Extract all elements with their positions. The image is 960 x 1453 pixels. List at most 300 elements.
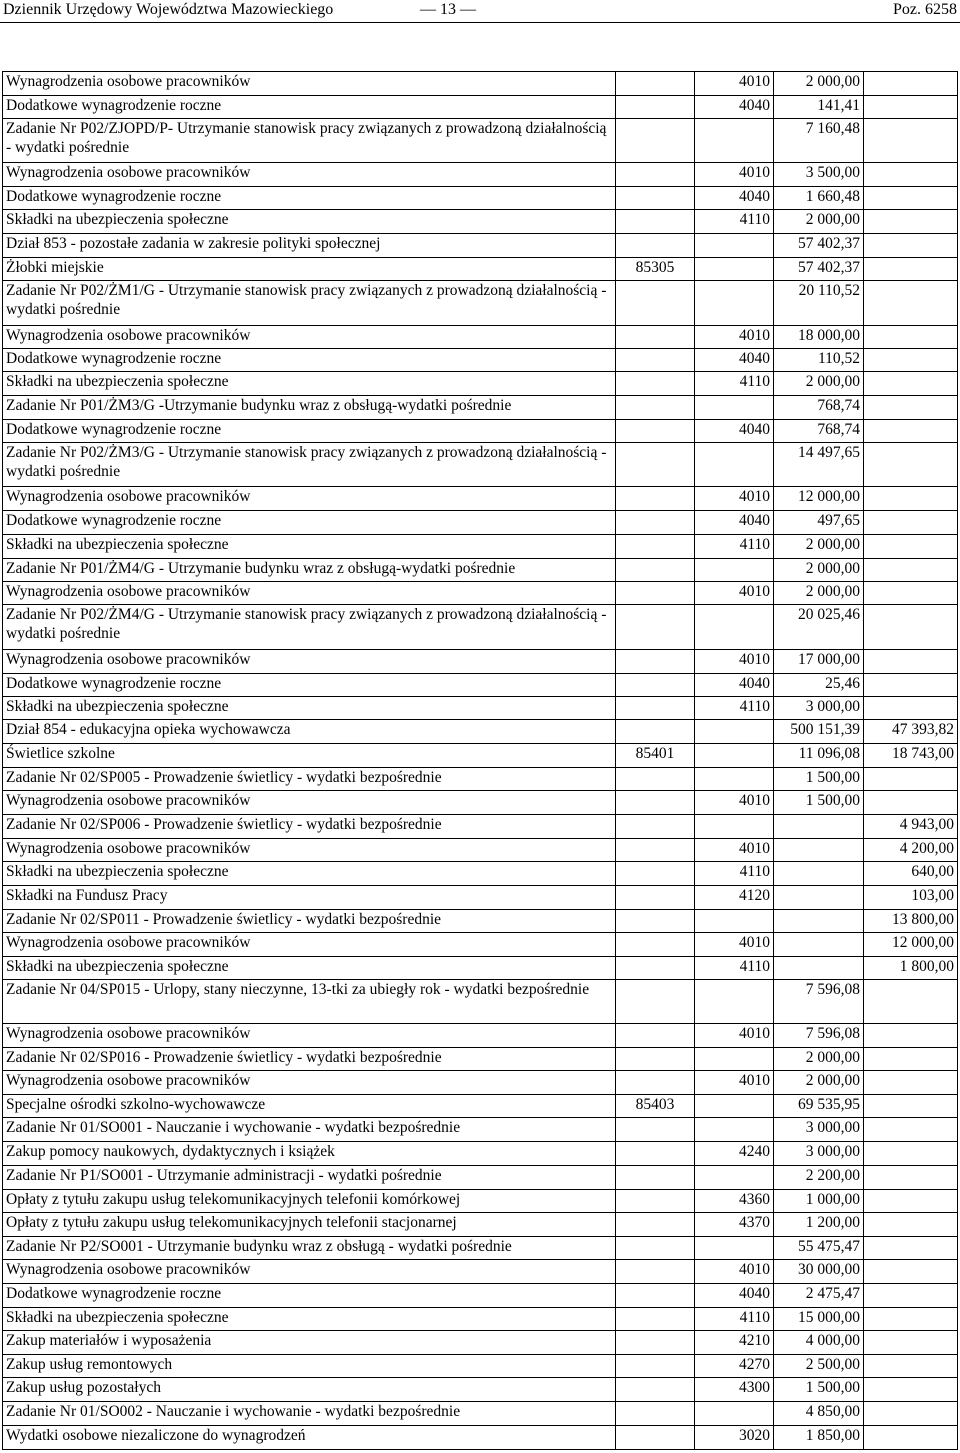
amount-secondary [864,187,958,210]
item-description: Świetlice szkolne [3,744,616,768]
table-row [3,1071,958,1095]
chapter-code: 85401 [616,744,695,768]
table-row [3,791,958,815]
amount-secondary [864,1142,958,1166]
amount-secondary [864,487,958,511]
item-description: Zadanie Nr 01/SO002 - Nauczanie i wychowanie - wydatki bezpośrednie [3,1402,616,1426]
chapter-code [616,862,695,886]
paragraph-code [695,281,774,326]
amount-secondary [864,1237,958,1260]
chapter-code [616,349,695,372]
paragraph-code [695,910,774,933]
chapter-code [616,281,695,326]
chapter-code [616,957,695,980]
chapter-code [616,96,695,119]
table-row [3,697,958,720]
amount-primary: 69 535,95 [774,1095,864,1118]
chapter-code [616,791,695,815]
position-number: Poz. 6258 [893,1,957,18]
item-description: Wynagrodzenia osobowe pracowników [3,791,616,815]
chapter-code [616,396,695,420]
table-row [3,487,958,511]
amount-secondary [864,1355,958,1378]
paragraph-code: 4360 [695,1190,774,1213]
item-description: Zadanie Nr 02/SP016 - Prowadzenie świetlicy - wydatki bezpośrednie [3,1048,616,1071]
amount-secondary: 103,00 [864,886,958,910]
amount-primary: 3 000,00 [774,1142,864,1166]
amount-secondary [864,163,958,187]
chapter-code [616,720,695,744]
amount-secondary [864,1190,958,1213]
amount-primary: 497,65 [774,511,864,535]
budget-table [2,71,958,1450]
table-row [3,535,958,559]
amount-secondary [864,650,958,674]
table-row [3,1024,958,1048]
amount-primary: 2 000,00 [774,1071,864,1095]
item-description: Zadanie Nr P1/SO001 - Utrzymanie administracji - wydatki pośrednie [3,1166,616,1190]
amount-primary: 18 000,00 [774,326,864,349]
amount-primary: 500 151,39 [774,720,864,744]
table-row [3,1142,958,1166]
table-row [3,1213,958,1237]
table-row [3,1402,958,1426]
paragraph-code: 4210 [695,1331,774,1355]
amount-secondary [864,119,958,163]
amount-secondary [864,511,958,535]
amount-primary [774,910,864,933]
amount-secondary [864,349,958,372]
chapter-code [616,1142,695,1166]
amount-secondary [864,72,958,96]
amount-primary: 3 500,00 [774,163,864,187]
item-description: Składki na ubezpieczenia społeczne [3,210,616,234]
amount-primary: 1 850,00 [774,1426,864,1450]
paragraph-code: 4270 [695,1355,774,1378]
amount-primary: 1 500,00 [774,791,864,815]
item-description: Wynagrodzenia osobowe pracowników [3,1071,616,1095]
journal-title: Dziennik Urzędowy Województwa Mazowieckiego [3,1,334,18]
table-row [3,559,958,582]
chapter-code [616,1355,695,1378]
paragraph-code: 4110 [695,372,774,396]
amount-primary: 7 160,48 [774,119,864,163]
item-description: Dodatkowe wynagrodzenie roczne [3,187,616,210]
item-description: Dodatkowe wynagrodzenie roczne [3,511,616,535]
paragraph-code: 4370 [695,1213,774,1237]
item-description: Wydatki osobowe niezaliczone do wynagrodzeń [3,1426,616,1450]
amount-secondary [864,791,958,815]
amount-secondary [864,980,958,1024]
item-description: Zadanie Nr P02/ŻM1/G - Utrzymanie stanowisk pracy związanych z prowadzoną działalnością - wydatki pośrednie [3,281,616,326]
chapter-code [616,443,695,487]
paragraph-code: 4040 [695,511,774,535]
table-row [3,1378,958,1402]
chapter-code [616,372,695,396]
amount-primary: 768,74 [774,420,864,443]
budget-table-body [3,72,958,1450]
amount-secondary [864,1024,958,1048]
chapter-code [616,1048,695,1071]
table-row [3,1237,958,1260]
item-description: Wynagrodzenia osobowe pracowników [3,650,616,674]
item-description: Wynagrodzenia osobowe pracowników [3,933,616,957]
chapter-code [616,326,695,349]
amount-secondary [864,1402,958,1426]
table-row [3,1308,958,1331]
amount-secondary [864,396,958,420]
chapter-code [616,1237,695,1260]
chapter-code [616,582,695,605]
paragraph-code [695,119,774,163]
paragraph-code: 4110 [695,957,774,980]
amount-secondary [864,210,958,234]
amount-primary: 2 000,00 [774,372,864,396]
table-row [3,1284,958,1308]
item-description: Wynagrodzenia osobowe pracowników [3,487,616,511]
item-description: Dodatkowe wynagrodzenie roczne [3,674,616,697]
item-description: Dział 853 - pozostałe zadania w zakresie polityki społecznej [3,234,616,258]
amount-primary: 2 000,00 [774,535,864,559]
item-description: Składki na ubezpieczenia społeczne [3,372,616,396]
chapter-code [616,511,695,535]
amount-primary: 20 110,52 [774,281,864,326]
paragraph-code [695,605,774,650]
amount-secondary [864,420,958,443]
paragraph-code: 4010 [695,650,774,674]
amount-secondary: 47 393,82 [864,720,958,744]
chapter-code [616,1284,695,1308]
item-description: Zadanie Nr P02/ŻM4/G - Utrzymanie stanowisk pracy związanych z prowadzoną działalnością - wydatki pośrednie [3,605,616,650]
paragraph-code [695,1048,774,1071]
amount-secondary [864,258,958,281]
table-row [3,210,958,234]
paragraph-code [695,1095,774,1118]
table-row [3,372,958,396]
header-rule [0,22,960,23]
page-number: — 13 — [420,1,476,18]
item-description: Zadanie Nr 04/SP015 - Urlopy, stany nieczynne, 13-tki za ubiegły rok - wydatki bezpośrednie [3,980,616,1024]
table-row [3,1118,958,1142]
paragraph-code: 4110 [695,697,774,720]
chapter-code [616,1260,695,1284]
amount-primary: 768,74 [774,396,864,420]
amount-primary: 110,52 [774,349,864,372]
page-header [0,0,960,22]
amount-secondary: 4 943,00 [864,815,958,839]
paragraph-code: 4040 [695,420,774,443]
chapter-code [616,234,695,258]
chapter-code [616,559,695,582]
amount-primary [774,839,864,862]
amount-secondary [864,605,958,650]
paragraph-code: 3020 [695,1426,774,1450]
item-description: Zakup materiałów i wyposażenia [3,1331,616,1355]
item-description: Wynagrodzenia osobowe pracowników [3,1260,616,1284]
paragraph-code: 4300 [695,1378,774,1402]
paragraph-code: 4110 [695,535,774,559]
item-description: Dodatkowe wynagrodzenie roczne [3,420,616,443]
item-description: Zadanie Nr 02/SP005 - Prowadzenie świetlicy - wydatki bezpośrednie [3,768,616,791]
amount-secondary [864,1378,958,1402]
table-row [3,1355,958,1378]
amount-secondary [864,1213,958,1237]
table-row [3,72,958,96]
table-row [3,957,958,980]
item-description: Składki na ubezpieczenia społeczne [3,535,616,559]
amount-secondary [864,1426,958,1450]
amount-secondary: 4 200,00 [864,839,958,862]
item-description: Zadanie Nr P02/ZJOPD/P- Utrzymanie stanowisk pracy związanych z prowadzoną działalnością - wydatki pośrednie [3,119,616,163]
paragraph-code [695,443,774,487]
item-description: Zadanie Nr P02/ŻM3/G - Utrzymanie stanowisk pracy związanych z prowadzoną działalnością - wydatki pośrednie [3,443,616,487]
amount-primary [774,815,864,839]
paragraph-code [695,1166,774,1190]
amount-primary: 7 596,08 [774,1024,864,1048]
amount-primary: 1 500,00 [774,768,864,791]
table-row [3,674,958,697]
paragraph-code: 4010 [695,487,774,511]
table-row [3,1166,958,1190]
paragraph-code: 4120 [695,886,774,910]
chapter-code [616,815,695,839]
amount-primary: 57 402,37 [774,234,864,258]
table-row [3,933,958,957]
amount-primary [774,886,864,910]
item-description: Składki na Fundusz Pracy [3,886,616,910]
item-description: Składki na ubezpieczenia społeczne [3,1308,616,1331]
table-row [3,980,958,1024]
paragraph-code: 4110 [695,210,774,234]
amount-secondary: 18 743,00 [864,744,958,768]
amount-primary [774,933,864,957]
item-description: Zadanie Nr 02/SP006 - Prowadzenie świetlicy - wydatki bezpośrednie [3,815,616,839]
table-row [3,886,958,910]
amount-secondary: 13 800,00 [864,910,958,933]
chapter-code [616,1426,695,1450]
amount-secondary [864,697,958,720]
item-description: Wynagrodzenia osobowe pracowników [3,1024,616,1048]
table-row [3,815,958,839]
amount-secondary [864,535,958,559]
item-description: Opłaty z tytułu zakupu usług telekomunikacyjnych telefonii komórkowej [3,1190,616,1213]
paragraph-code: 4040 [695,187,774,210]
amount-secondary [864,1331,958,1355]
table-row [3,1048,958,1071]
chapter-code [616,980,695,1024]
table-row [3,187,958,210]
amount-primary: 12 000,00 [774,487,864,511]
amount-primary: 57 402,37 [774,258,864,281]
amount-secondary [864,559,958,582]
chapter-code [616,1402,695,1426]
table-row [3,258,958,281]
amount-primary: 30 000,00 [774,1260,864,1284]
amount-primary: 7 596,08 [774,980,864,1024]
amount-secondary [864,768,958,791]
chapter-code: 85305 [616,258,695,281]
paragraph-code: 4040 [695,1284,774,1308]
table-row [3,1095,958,1118]
amount-secondary [864,1260,958,1284]
paragraph-code: 4010 [695,1260,774,1284]
paragraph-code [695,1118,774,1142]
amount-secondary [864,234,958,258]
paragraph-code: 4010 [695,582,774,605]
chapter-code [616,1118,695,1142]
amount-secondary [864,1048,958,1071]
amount-primary: 17 000,00 [774,650,864,674]
paragraph-code [695,234,774,258]
amount-primary [774,957,864,980]
amount-primary [774,862,864,886]
amount-secondary [864,582,958,605]
amount-primary: 4 850,00 [774,1402,864,1426]
item-description: Zadanie Nr P01/ŻM3/G -Utrzymanie budynku wraz z obsługą-wydatki pośrednie [3,396,616,420]
paragraph-code [695,768,774,791]
chapter-code [616,768,695,791]
paragraph-code [695,1402,774,1426]
amount-primary: 1 500,00 [774,1378,864,1402]
table-row [3,1190,958,1213]
chapter-code [616,1378,695,1402]
amount-secondary [864,1166,958,1190]
item-description: Zadanie Nr P2/SO001 - Utrzymanie budynku wraz z obsługą - wydatki pośrednie [3,1237,616,1260]
chapter-code [616,1190,695,1213]
amount-primary: 2 000,00 [774,582,864,605]
amount-primary: 25,46 [774,674,864,697]
table-row [3,1331,958,1355]
table-row [3,768,958,791]
item-description: Dział 854 - edukacyjna opieka wychowawcza [3,720,616,744]
table-row [3,511,958,535]
amount-primary: 141,41 [774,96,864,119]
amount-secondary: 1 800,00 [864,957,958,980]
paragraph-code [695,258,774,281]
item-description: Specjalne ośrodki szkolno-wychowawcze [3,1095,616,1118]
table-row [3,744,958,768]
paragraph-code [695,559,774,582]
item-description: Wynagrodzenia osobowe pracowników [3,326,616,349]
paragraph-code: 4040 [695,674,774,697]
paragraph-code: 4110 [695,1308,774,1331]
chapter-code [616,674,695,697]
item-description: Wynagrodzenia osobowe pracowników [3,163,616,187]
item-description: Zadanie Nr 01/SO001 - Nauczanie i wychowanie - wydatki bezpośrednie [3,1118,616,1142]
amount-secondary: 640,00 [864,862,958,886]
paragraph-code: 4240 [695,1142,774,1166]
table-row [3,582,958,605]
table-row [3,839,958,862]
amount-primary: 55 475,47 [774,1237,864,1260]
paragraph-code: 4110 [695,862,774,886]
item-description: Dodatkowe wynagrodzenie roczne [3,96,616,119]
table-row [3,1260,958,1284]
chapter-code [616,910,695,933]
item-description: Składki na ubezpieczenia społeczne [3,862,616,886]
item-description: Zakup usług remontowych [3,1355,616,1378]
amount-secondary [864,1071,958,1095]
table-row [3,281,958,326]
chapter-code [616,487,695,511]
table-row [3,234,958,258]
amount-primary: 3 000,00 [774,1118,864,1142]
item-description: Dodatkowe wynagrodzenie roczne [3,349,616,372]
amount-primary: 2 500,00 [774,1355,864,1378]
paragraph-code [695,720,774,744]
amount-secondary [864,443,958,487]
table-row [3,1426,958,1450]
paragraph-code: 4010 [695,1071,774,1095]
amount-secondary [864,372,958,396]
item-description: Opłaty z tytułu zakupu usług telekomunikacyjnych telefonii stacjonarnej [3,1213,616,1237]
item-description: Wynagrodzenia osobowe pracowników [3,582,616,605]
chapter-code [616,933,695,957]
item-description: Składki na ubezpieczenia społeczne [3,697,616,720]
paragraph-code [695,815,774,839]
amount-primary: 1 000,00 [774,1190,864,1213]
amount-secondary [864,1095,958,1118]
paragraph-code: 4010 [695,163,774,187]
paragraph-code: 4010 [695,933,774,957]
table-row [3,119,958,163]
chapter-code [616,72,695,96]
amount-primary: 2 475,47 [774,1284,864,1308]
chapter-code [616,210,695,234]
chapter-code [616,420,695,443]
item-description: Zakup pomocy naukowych, dydaktycznych i książek [3,1142,616,1166]
paragraph-code: 4010 [695,1024,774,1048]
chapter-code [616,1331,695,1355]
paragraph-code: 4010 [695,72,774,96]
item-description: Wynagrodzenia osobowe pracowników [3,839,616,862]
amount-secondary [864,1118,958,1142]
amount-secondary: 12 000,00 [864,933,958,957]
amount-secondary [864,96,958,119]
chapter-code [616,1308,695,1331]
table-row [3,605,958,650]
amount-primary: 2 200,00 [774,1166,864,1190]
chapter-code [616,839,695,862]
chapter-code [616,535,695,559]
table-row [3,163,958,187]
chapter-code: 85403 [616,1095,695,1118]
amount-secondary [864,1284,958,1308]
amount-primary: 3 000,00 [774,697,864,720]
paragraph-code: 4010 [695,326,774,349]
table-row [3,96,958,119]
chapter-code [616,119,695,163]
table-row [3,443,958,487]
item-description: Dodatkowe wynagrodzenie roczne [3,1284,616,1308]
amount-secondary [864,326,958,349]
table-row [3,326,958,349]
table-row [3,720,958,744]
chapter-code [616,697,695,720]
amount-secondary [864,281,958,326]
chapter-code [616,1213,695,1237]
table-row [3,420,958,443]
amount-primary: 20 025,46 [774,605,864,650]
item-description: Zadanie Nr P01/ŻM4/G - Utrzymanie budynku wraz z obsługą-wydatki pośrednie [3,559,616,582]
amount-primary: 1 660,48 [774,187,864,210]
table-row [3,862,958,886]
amount-primary: 2 000,00 [774,72,864,96]
item-description: Zadanie Nr 02/SP011 - Prowadzenie świetlicy - wydatki bezpośrednie [3,910,616,933]
amount-primary: 4 000,00 [774,1331,864,1355]
chapter-code [616,163,695,187]
item-description: Składki na ubezpieczenia społeczne [3,957,616,980]
